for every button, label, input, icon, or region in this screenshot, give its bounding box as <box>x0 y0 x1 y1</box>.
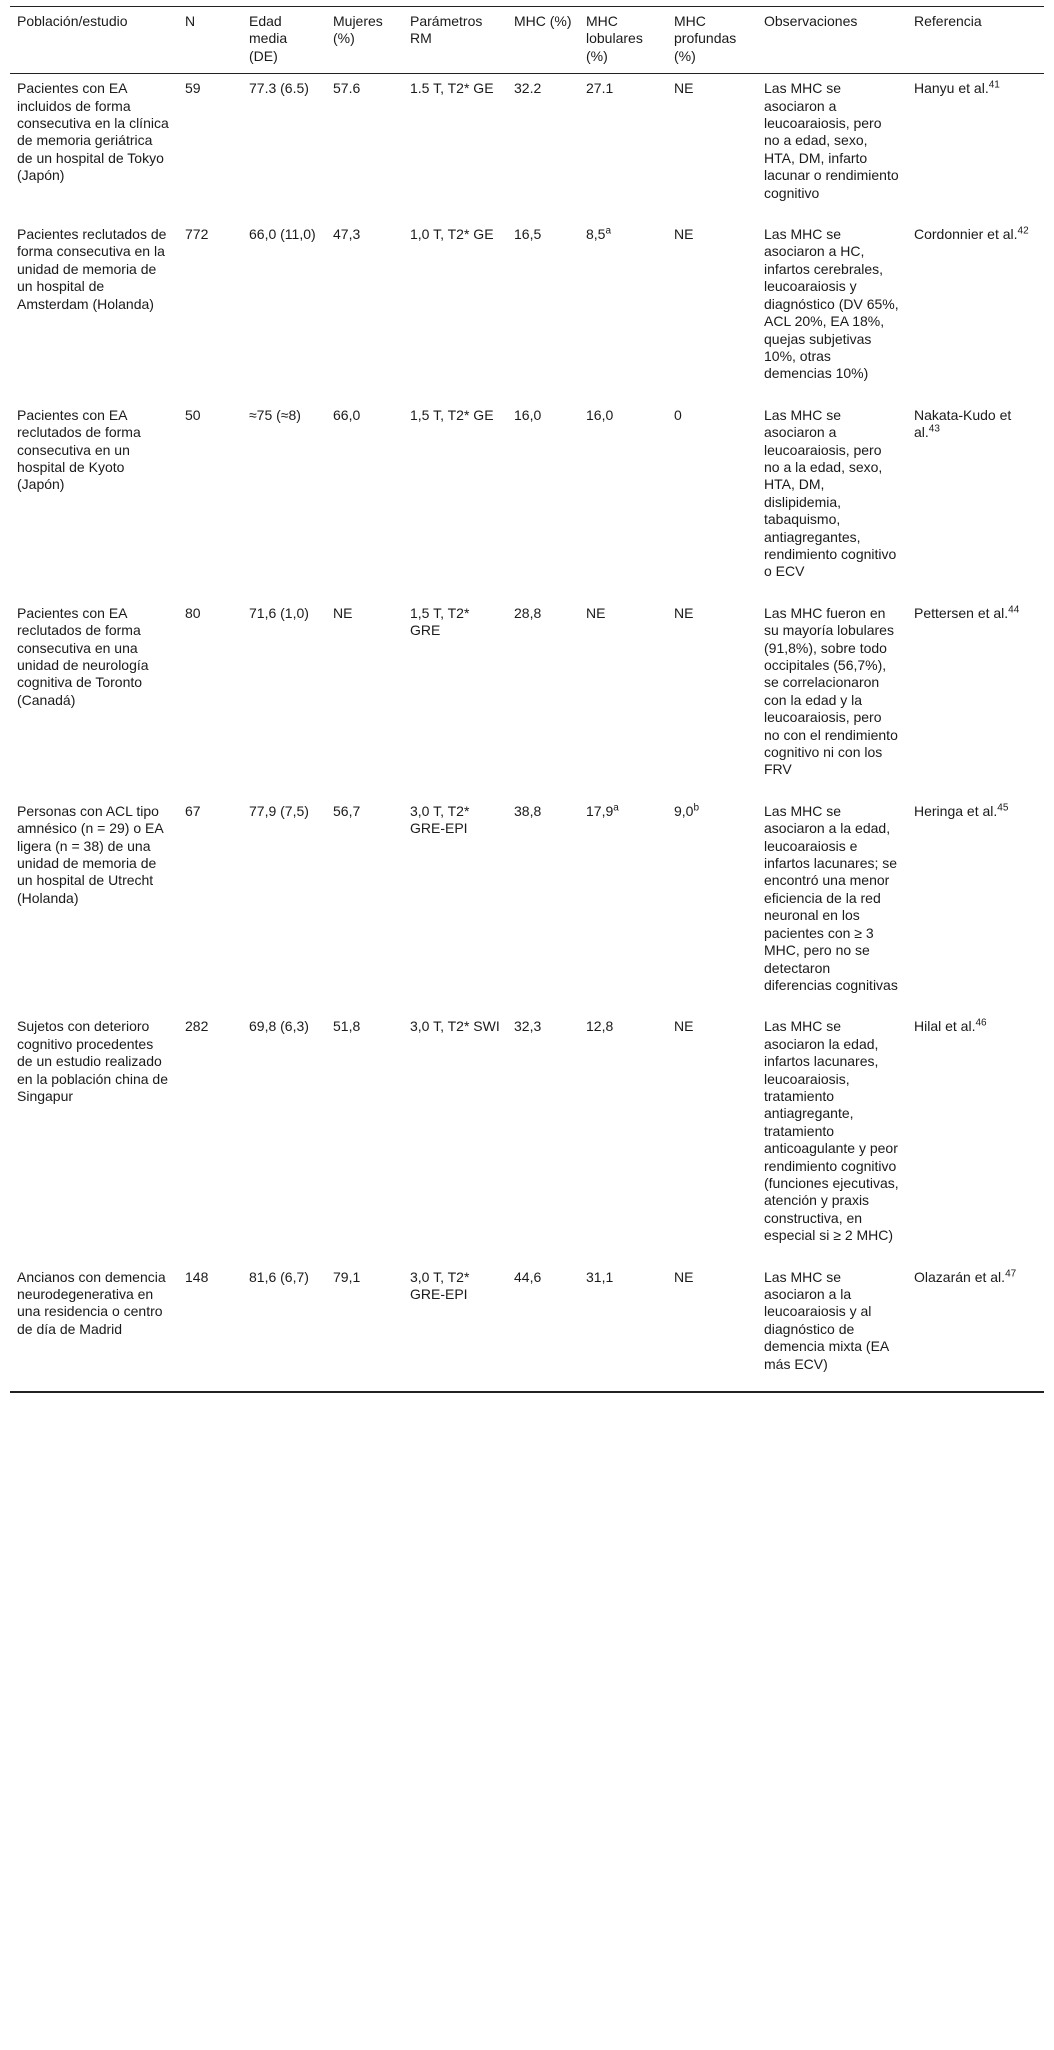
reference-number: 41 <box>988 79 1000 91</box>
cell-text: 79,1 <box>333 1268 361 1285</box>
header-cell: N <box>178 7 242 74</box>
cell-parametros-rm <box>403 797 507 1012</box>
header-cell: MHC (%) <box>507 7 579 74</box>
cell-text: Pettersen et al. <box>914 604 1009 621</box>
cell-text: Las MHC se asociaron a la edad, leucoaraiosis e infartos lacunares; se encontró una menor eficiencia de la red neuronal en los pacientes con ≥ 3 MHC, pero no se detectaron diferencias cognitivas <box>764 802 898 993</box>
cell-text: NE <box>674 604 694 621</box>
cell-mhc-lobulares <box>579 1012 667 1262</box>
cell-mhc-lobulares <box>579 797 667 1012</box>
cell-text: 1.5 T, T2* GE <box>410 80 494 97</box>
cell-text: Las MHC se asociaron a HC, infartos cerebrales, leucoaraiosis y diagnóstico (DV 65%, ACL 20%, EA 18%, quejas subjetivas 10%, otras demencias 10%) <box>764 226 899 382</box>
cell-parametros-rm <box>403 599 507 797</box>
cell-observaciones <box>757 1263 907 1392</box>
cell-text: NE <box>674 1018 694 1035</box>
table-row <box>10 1012 1044 1262</box>
cell-mujeres <box>326 1012 403 1262</box>
cell-text: 47,3 <box>333 226 361 243</box>
cell-parametros-rm <box>403 1263 507 1392</box>
cell-text: Las MHC se asociaron a la leucoaraiosis y al diagnóstico de demencia mixta (EA más ECV) <box>764 1268 889 1372</box>
cell-mujeres <box>326 599 403 797</box>
cell-text: ≈75 (≈8) <box>249 406 301 423</box>
cell-n <box>178 1012 242 1262</box>
cell-text: 66,0 <box>333 406 361 423</box>
cell-text: Personas con ACL tipo amnésico (n = 29) o EA ligera (n = 38) de una unidad de memoria de un hospital de Utrecht (Holanda) <box>17 802 163 906</box>
cell-text: Las MHC se asociaron a leucoaraiosis, pero no a la edad, sexo, HTA, DM, dislipidemia, tabaquismo, antiagregantes, rendimiento cognitivo o ECV <box>764 406 897 580</box>
cell-mhc-lobulares <box>579 401 667 599</box>
cell-text: Pacientes con EA reclutados de forma consecutiva en un hospital de Kyoto (Japón) <box>17 406 141 493</box>
cell-mhc-profundas <box>667 797 757 1012</box>
cell-text: 3,0 T, T2* GRE-EPI <box>410 1268 470 1302</box>
cell-text: 80 <box>185 604 201 621</box>
cell-parametros-rm <box>403 401 507 599</box>
cell-text: 17,9 <box>586 802 614 819</box>
cell-mhc <box>507 1012 579 1262</box>
cell-text: 3,0 T, T2* GRE-EPI <box>410 802 470 837</box>
cell-poblacion <box>10 797 178 1012</box>
cell-text: Sujetos con deterioro cognitivo procedentes de un estudio realizado en la población china de Singapur <box>17 1018 169 1104</box>
cell-text: Las MHC se asociaron la edad, infartos lacunares, leucoaraiosis, tratamiento antiagregante, tratamiento anticoagulante y peor rendimiento cognitivo (funciones ejecutivas, atención y praxis constructiva, en especial si ≥ 2 MHC) <box>764 1018 899 1244</box>
cell-referencia <box>907 401 1044 599</box>
cell-text: 50 <box>185 406 201 423</box>
cell-poblacion <box>10 599 178 797</box>
reference-number: 46 <box>975 1017 987 1029</box>
cell-text: 81,6 (6,7) <box>249 1268 309 1285</box>
cell-referencia <box>907 1263 1044 1392</box>
cell-text: Olazarán et al. <box>914 1268 1006 1285</box>
cell-observaciones <box>757 220 907 401</box>
cell-n <box>178 797 242 1012</box>
cell-text: 56,7 <box>333 802 361 819</box>
cell-text: 772 <box>185 226 209 243</box>
cell-text: 148 <box>185 1268 209 1285</box>
cell-observaciones <box>757 401 907 599</box>
cell-mhc-profundas <box>667 1012 757 1262</box>
cell-text: Nakata-Kudo et al. <box>914 406 1012 441</box>
cell-text: 282 <box>185 1018 209 1035</box>
cell-text: NE <box>674 80 694 97</box>
cell-text: 32,3 <box>514 1018 542 1035</box>
reference-number: 43 <box>928 423 940 435</box>
reference-number: 45 <box>997 802 1009 814</box>
footnote-mark: a <box>605 225 612 237</box>
cell-text: 67 <box>185 802 201 819</box>
footnote-mark: a <box>613 802 619 814</box>
cell-mhc-lobulares <box>579 220 667 401</box>
header-cell: Población/estudio <box>10 7 178 74</box>
cell-mhc-profundas <box>667 1263 757 1392</box>
cell-edad <box>242 220 326 401</box>
reference-number: 47 <box>1005 1267 1017 1279</box>
cell-poblacion <box>10 1263 178 1392</box>
cell-text: 66,0 (11,0) <box>249 226 316 243</box>
cell-mhc <box>507 797 579 1012</box>
cell-text: 57.6 <box>333 80 361 97</box>
cell-text: NE <box>333 604 353 621</box>
cell-text: 16,0 <box>586 406 614 423</box>
cell-referencia <box>907 220 1044 401</box>
table-row <box>10 401 1044 599</box>
header-cell: Mujeres (%) <box>326 7 403 74</box>
cell-referencia <box>907 1012 1044 1262</box>
studies-table <box>10 6 1044 1393</box>
cell-text: 12,8 <box>586 1018 614 1035</box>
cell-poblacion <box>10 1012 178 1262</box>
cell-observaciones <box>757 74 907 220</box>
header-row <box>10 7 1044 74</box>
cell-mujeres <box>326 401 403 599</box>
cell-edad <box>242 1012 326 1262</box>
cell-text: 1,0 T, T2* GE <box>410 226 494 243</box>
header-cell: MHC lobulares (%) <box>579 7 667 74</box>
table-row <box>10 599 1044 797</box>
reference-number: 44 <box>1008 604 1020 616</box>
cell-text: NE <box>674 1268 694 1285</box>
cell-text: Pacientes con EA reclutados de forma consecutiva en una unidad de neurología cognitiva de Toronto (Canadá) <box>17 604 149 708</box>
cell-mujeres <box>326 220 403 401</box>
cell-edad <box>242 599 326 797</box>
table-body <box>10 74 1044 1392</box>
cell-mhc <box>507 74 579 220</box>
reference-number: 42 <box>1017 225 1029 237</box>
cell-text: 0 <box>674 406 682 423</box>
cell-observaciones <box>757 1012 907 1262</box>
cell-text: 16,0 <box>514 406 542 423</box>
header-cell: Observaciones <box>757 7 907 74</box>
table-container <box>10 6 1044 1393</box>
cell-parametros-rm <box>403 1012 507 1262</box>
cell-poblacion <box>10 220 178 401</box>
cell-text: Las MHC se asociaron a leucoaraiosis, pero no a edad, sexo, HTA, DM, infarto lacunar o rendimiento cognitivo <box>764 80 899 201</box>
table-row <box>10 220 1044 401</box>
cell-text: Ancianos con demencia neurodegenerativa en una residencia o centro de día de Madrid <box>17 1268 166 1337</box>
cell-mujeres <box>326 1263 403 1392</box>
table-row <box>10 1263 1044 1392</box>
cell-text: 71,6 (1,0) <box>249 604 309 621</box>
cell-poblacion <box>10 74 178 220</box>
table-row <box>10 797 1044 1012</box>
cell-text: 3,0 T, T2* SWI <box>410 1018 500 1035</box>
cell-n <box>178 220 242 401</box>
cell-referencia <box>907 797 1044 1012</box>
cell-mhc-lobulares <box>579 1263 667 1392</box>
cell-mhc <box>507 220 579 401</box>
cell-text: Cordonnier et al. <box>914 226 1018 243</box>
cell-text: Hanyu et al. <box>914 80 989 97</box>
cell-referencia <box>907 74 1044 220</box>
cell-edad <box>242 1263 326 1392</box>
cell-parametros-rm <box>403 220 507 401</box>
cell-text: 9,0 <box>674 802 694 819</box>
cell-edad <box>242 74 326 220</box>
cell-parametros-rm <box>403 74 507 220</box>
cell-text: 77.3 (6.5) <box>249 80 309 97</box>
cell-n <box>178 599 242 797</box>
cell-n <box>178 1263 242 1392</box>
cell-text: 27.1 <box>586 80 614 97</box>
cell-n <box>178 74 242 220</box>
header-cell: MHC profundas (%) <box>667 7 757 74</box>
cell-mhc-lobulares <box>579 599 667 797</box>
cell-text: Heringa et al. <box>914 802 998 819</box>
cell-mhc-profundas <box>667 401 757 599</box>
cell-poblacion <box>10 401 178 599</box>
cell-edad <box>242 401 326 599</box>
cell-mhc <box>507 401 579 599</box>
cell-n <box>178 401 242 599</box>
table-row <box>10 74 1044 220</box>
cell-text: 51,8 <box>333 1018 361 1035</box>
header-cell: Parámetros RM <box>403 7 507 74</box>
cell-mhc-profundas <box>667 74 757 220</box>
header-cell: Referencia <box>907 7 1044 74</box>
cell-text: 59 <box>185 80 201 97</box>
cell-text: 69,8 (6,3) <box>249 1018 309 1035</box>
cell-text: 32.2 <box>514 80 542 97</box>
cell-mhc <box>507 1263 579 1392</box>
cell-text: Pacientes con EA incluidos de forma consecutiva en la clínica de memoria geriátrica de un hospital de Tokyo (Japón) <box>17 80 169 184</box>
cell-edad <box>242 797 326 1012</box>
cell-text: Pacientes reclutados de forma consecutiva en la unidad de memoria de un hospital de Amsterdam (Holanda) <box>17 226 167 312</box>
cell-text: 31,1 <box>586 1268 614 1285</box>
header-cell: Edad media (DE) <box>242 7 326 74</box>
cell-text: 44,6 <box>514 1268 542 1285</box>
cell-mujeres <box>326 74 403 220</box>
cell-text: 77,9 (7,5) <box>249 802 309 819</box>
cell-observaciones <box>757 599 907 797</box>
cell-referencia <box>907 599 1044 797</box>
cell-text: NE <box>586 604 606 621</box>
footnote-mark: b <box>693 802 700 814</box>
cell-text: 8,5 <box>586 226 606 243</box>
cell-mhc-lobulares <box>579 74 667 220</box>
cell-mujeres <box>326 797 403 1012</box>
cell-text: 38,8 <box>514 802 542 819</box>
cell-text: 28,8 <box>514 604 542 621</box>
cell-observaciones <box>757 797 907 1012</box>
cell-text: NE <box>674 226 694 243</box>
cell-text: 1,5 T, T2* GRE <box>410 604 470 639</box>
cell-text: 1,5 T, T2* GE <box>410 406 494 423</box>
cell-mhc-profundas <box>667 220 757 401</box>
cell-mhc <box>507 599 579 797</box>
cell-text: 16,5 <box>514 226 542 243</box>
cell-text: Hilal et al. <box>914 1018 976 1035</box>
cell-mhc-profundas <box>667 599 757 797</box>
cell-text: Las MHC fueron en su mayoría lobulares (91,8%), sobre todo occipitales (56,7%), se correlacionaron con la edad y la leucoaraiosis, pero no con el rendimiento cognitivo ni con los FRV <box>764 604 898 778</box>
